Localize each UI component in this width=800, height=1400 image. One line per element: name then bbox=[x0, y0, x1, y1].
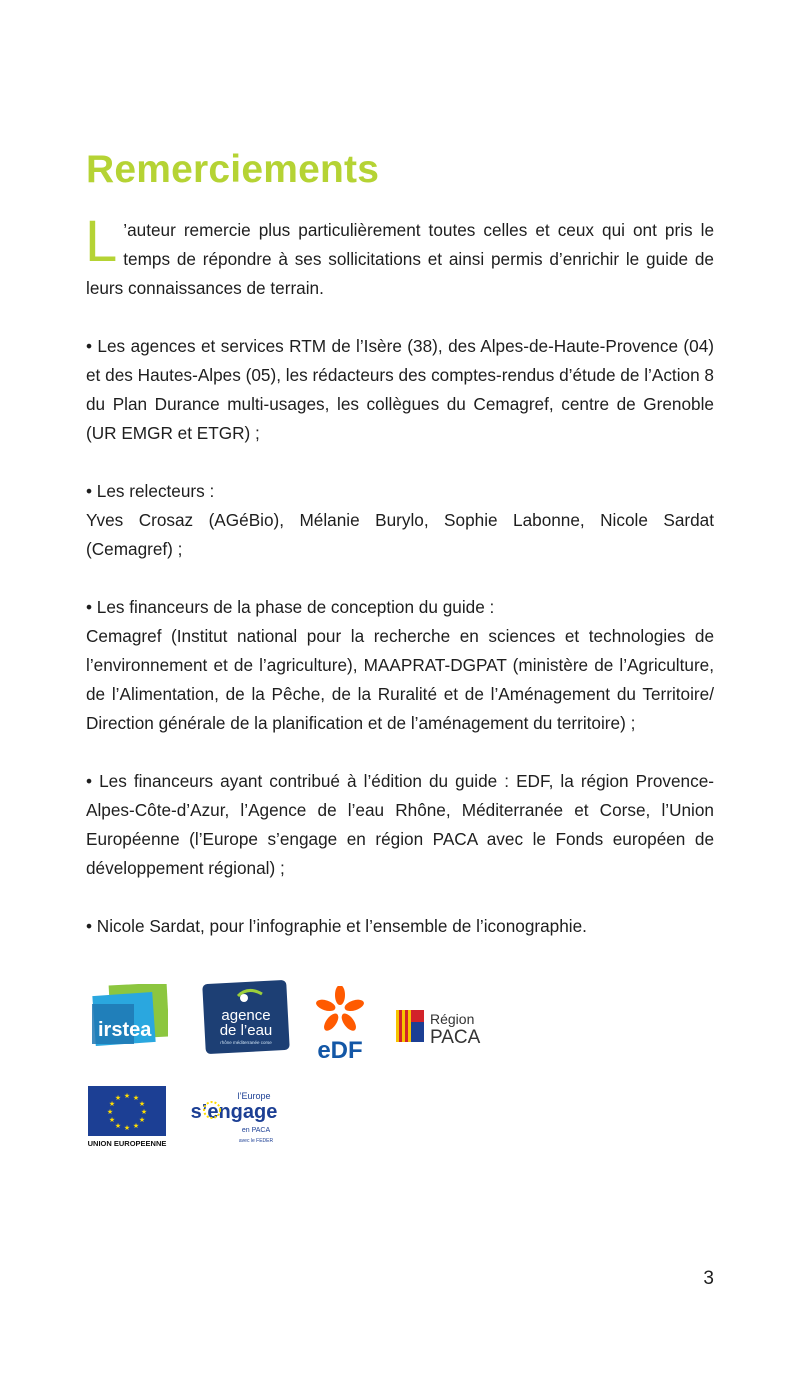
svg-text:★: ★ bbox=[123, 1092, 131, 1100]
svg-text:★: ★ bbox=[114, 1122, 122, 1130]
item-text: • Nicole Sardat, pour l’infographie et l’ensemble de l’iconographie. bbox=[86, 916, 587, 936]
list-item bbox=[86, 912, 714, 941]
svg-text:eDF: eDF bbox=[317, 1037, 363, 1062]
edf-logo bbox=[310, 986, 370, 1062]
intro-text: ’auteur remercie plus particulièrement toutes celles et ceux qui ont pris le temps de répondre à ses sollicitations et ainsi permis d’enrichir le guide de leurs connaissances de terrain. bbox=[86, 220, 714, 298]
svg-text:en PACA: en PACA bbox=[241, 1127, 271, 1134]
drop-cap: L bbox=[85, 209, 118, 274]
svg-text:avec le FEDER: avec le FEDER bbox=[238, 1138, 274, 1144]
list-item bbox=[86, 332, 714, 448]
svg-text:★: ★ bbox=[108, 1100, 116, 1108]
svg-text:★: ★ bbox=[140, 1108, 148, 1116]
page-title: Remerciements bbox=[86, 148, 380, 191]
svg-text:★: ★ bbox=[114, 1094, 122, 1102]
intro-paragraph bbox=[85, 209, 714, 303]
svg-text:★: ★ bbox=[138, 1100, 146, 1108]
agence-eau-logo bbox=[202, 980, 290, 1056]
svg-text:★: ★ bbox=[123, 1124, 131, 1132]
item-text: Cemagref (Institut national pour la recherche en sciences et technologies de l’environnement et de l’agriculture), MAAPRAT-DGPAT (ministère de l’Agriculture, de l’Alimentation, de la Pêche, de la Ruralité et de l’Aménagement du Territoire/ Direction générale de la planification et de l’aménagement du territoire) ; bbox=[86, 626, 714, 733]
svg-text:agence: agence bbox=[221, 1007, 271, 1024]
list-item bbox=[86, 593, 714, 738]
europe-engage-logo bbox=[190, 1088, 280, 1148]
svg-text:Région: Région bbox=[430, 1011, 475, 1027]
irstea-logo bbox=[92, 984, 168, 1046]
item-heading: • Les relecteurs : bbox=[86, 481, 215, 501]
svg-text:UNION EUROPEENNE: UNION EUROPEENNE bbox=[87, 1139, 167, 1148]
item-text: Yves Crosaz (AGéBio), Mélanie Burylo, Sophie Labonne, Nicole Sardat (Cemagref) ; bbox=[86, 510, 714, 559]
svg-text:irstea: irstea bbox=[98, 1019, 152, 1041]
svg-text:★: ★ bbox=[138, 1116, 146, 1124]
svg-text:PACA: PACA bbox=[430, 1027, 481, 1048]
list-item bbox=[86, 767, 714, 883]
svg-text:l’Europe: l’Europe bbox=[237, 1091, 271, 1101]
svg-text:★: ★ bbox=[108, 1116, 116, 1124]
item-text: • Les financeurs ayant contribué à l’édition du guide : EDF, la région Provence-Alpes-Côte-d’Azur, l’Agence de l’eau Rhône, Méditerranée et Corse, l’Union Européenne (l’Europe s’engage en région PACA avec le Fonds européen de développement régional) ; bbox=[86, 771, 714, 878]
item-heading: • Les financeurs de la phase de conception du guide : bbox=[86, 597, 495, 617]
eu-flag-logo bbox=[86, 1084, 168, 1148]
svg-text:s’engage: s’engage bbox=[190, 1101, 278, 1123]
svg-text:de l’eau: de l’eau bbox=[219, 1022, 273, 1039]
partner-logos bbox=[86, 976, 714, 1156]
item-text: • Les agences et services RTM de l’Isère (38), des Alpes-de-Haute-Provence (04) et des Hautes-Alpes (05), les rédacteurs des comptes-rendus d’étude de l’Action 8 du Plan Durance multi-usages, les collègues du Cemagref, centre de Grenoble (UR EMGR et ETGR) ; bbox=[86, 336, 714, 443]
region-paca-logo bbox=[394, 1004, 504, 1050]
svg-text:★: ★ bbox=[132, 1094, 140, 1102]
svg-text:★: ★ bbox=[132, 1122, 140, 1130]
svg-text:rhône méditerranée corse: rhône méditerranée corse bbox=[220, 1040, 272, 1045]
page-number: 3 bbox=[703, 1268, 714, 1289]
body-text bbox=[85, 209, 714, 970]
svg-text:★: ★ bbox=[106, 1108, 114, 1116]
list-item bbox=[86, 477, 714, 564]
